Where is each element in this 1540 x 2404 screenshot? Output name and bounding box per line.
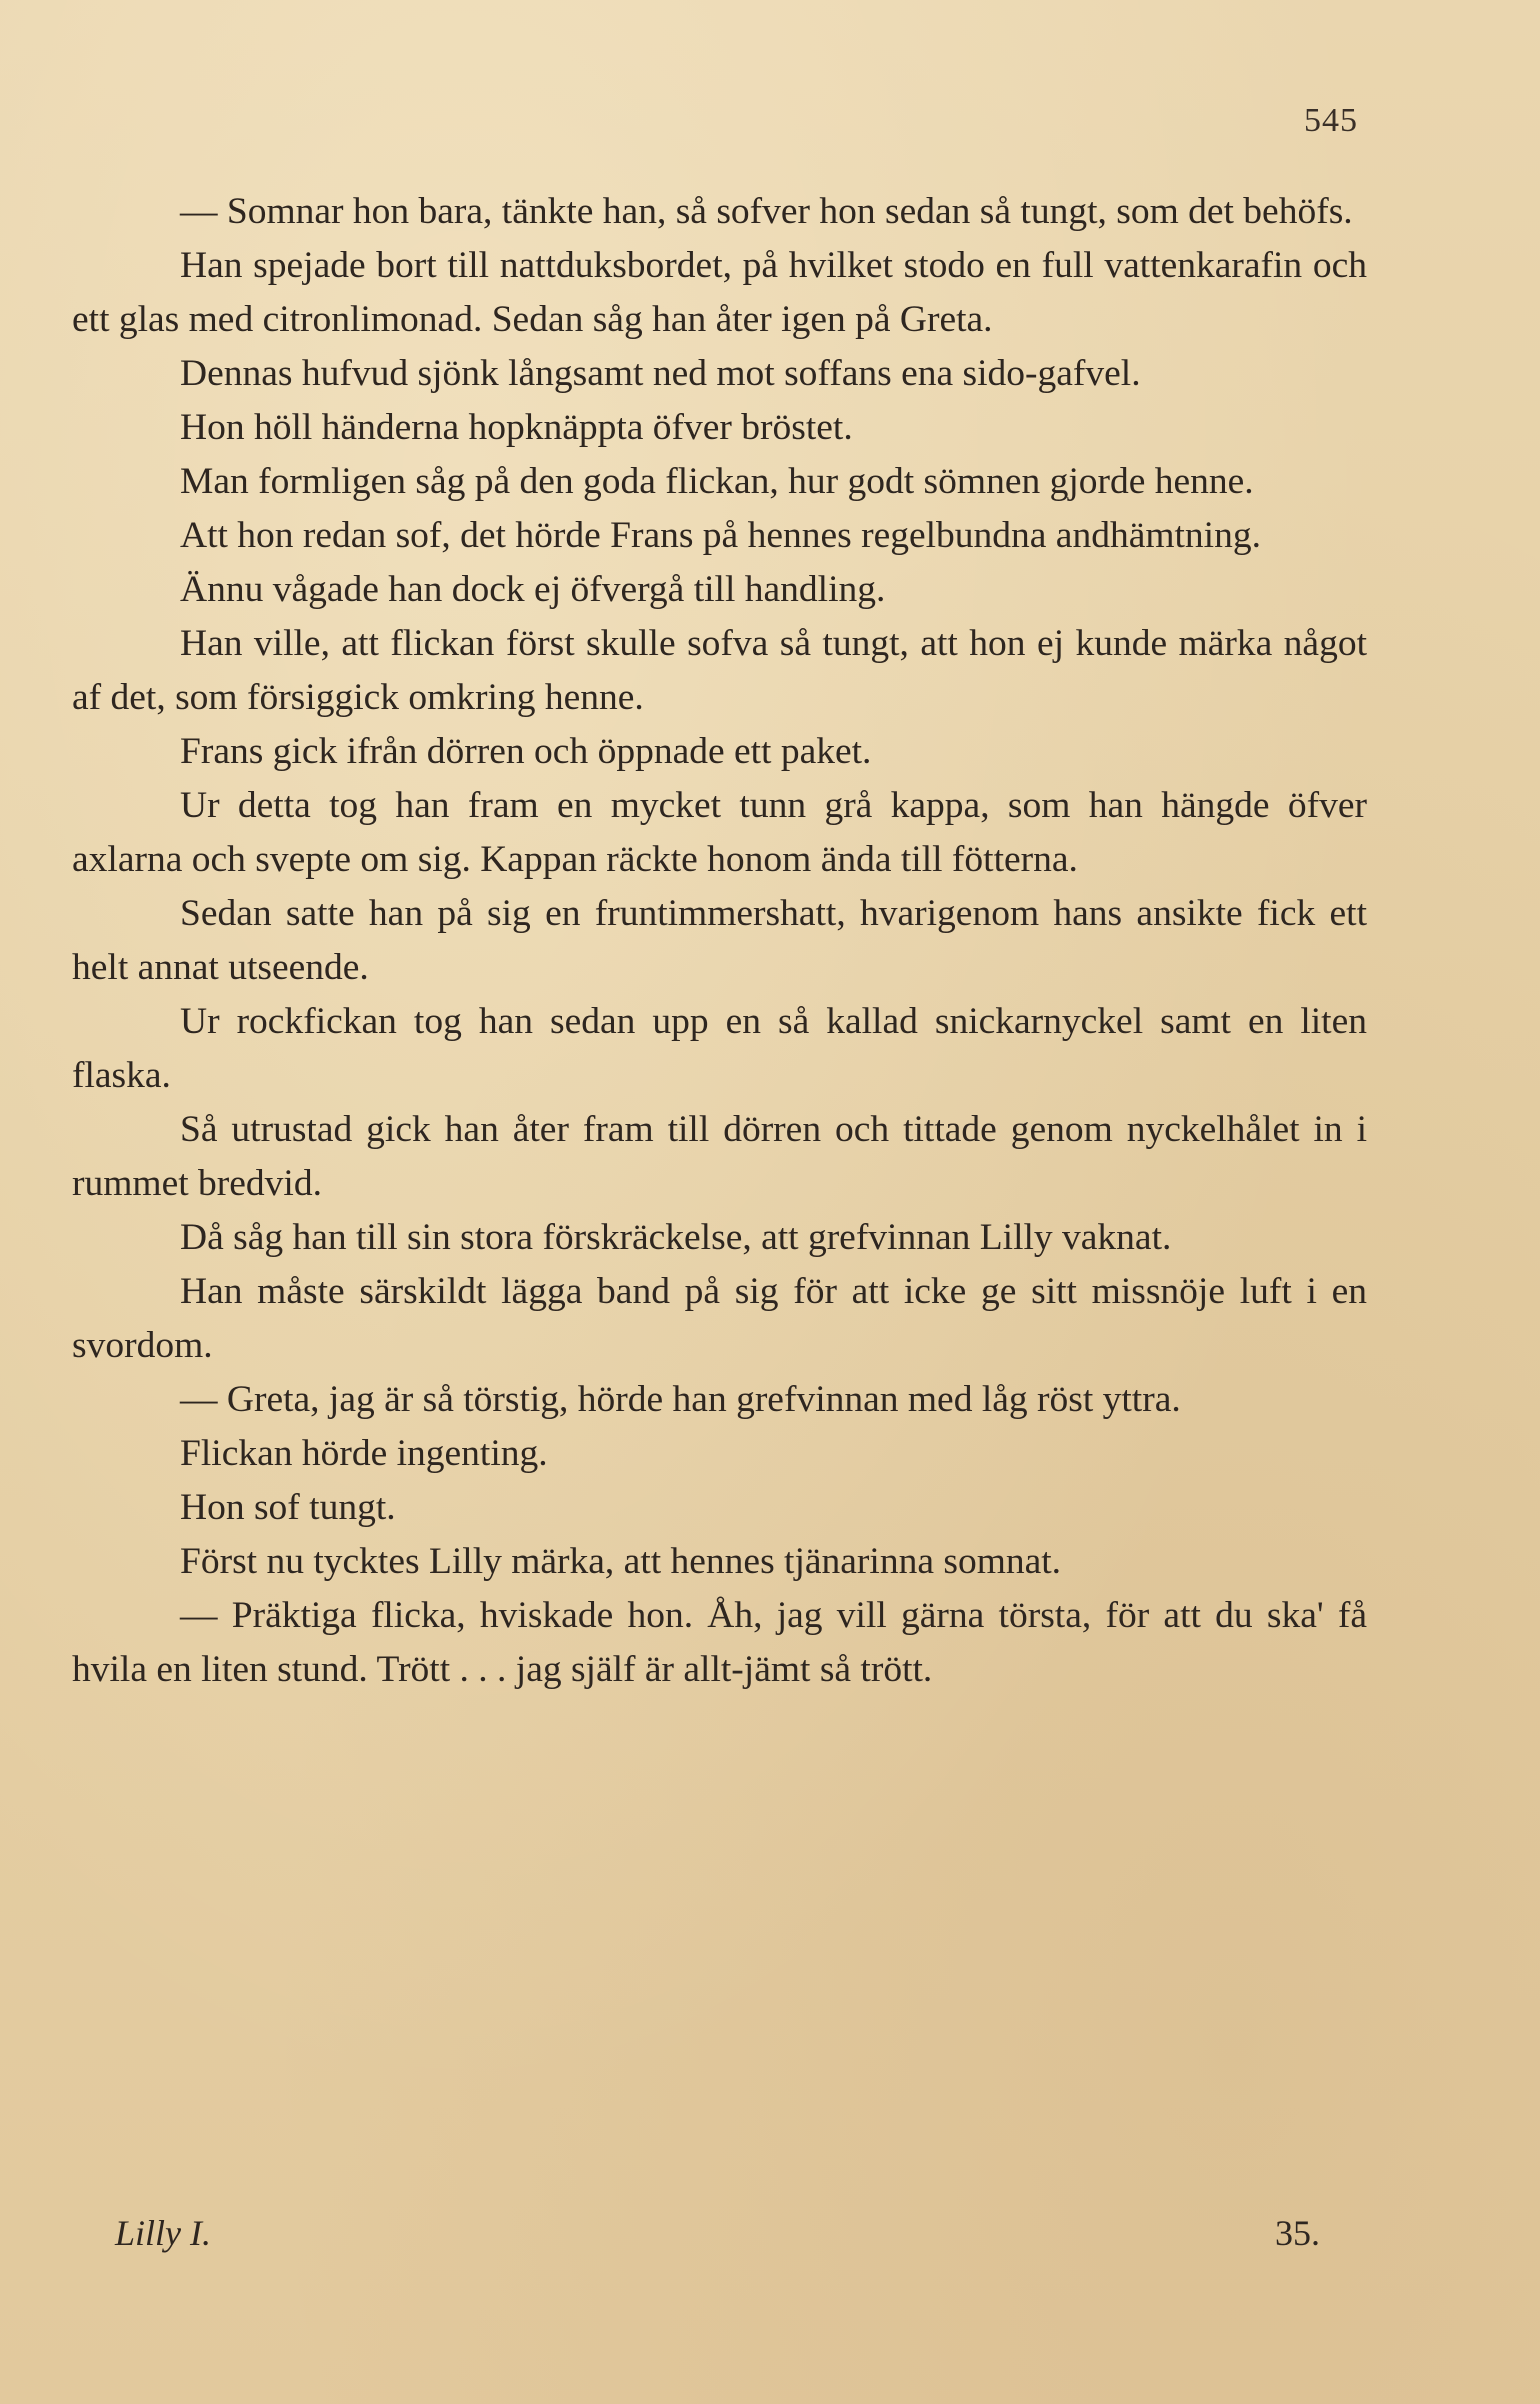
body-text: [72, 185, 1367, 1697]
page-number: 545: [1304, 102, 1358, 139]
paragraph: Ur detta tog han fram en mycket tunn grå kappa, som han hängde öfver axlarna och svepte om sig. Kappan räckte honom ända till fötterna.: [72, 785, 1367, 880]
paragraph: Han spejade bort till nattduksbordet, på hvilket stodo en full vattenkarafin och ett glas med citronlimonad. Sedan såg han åter igen på Greta.: [72, 245, 1367, 340]
paragraph: — Präktiga flicka, hviskade hon. Åh, jag vill gärna törsta, för att du ska' få hvila en liten stund. Trött . . . jag själf är allt-jämt så trött.: [72, 1595, 1367, 1690]
paragraph: Sedan satte han på sig en fruntimmershatt, hvarigenom hans ansikte fick ett helt annat utseende.: [72, 893, 1367, 988]
paragraph: Hon höll händerna hopknäppta öfver bröstet.: [180, 407, 853, 448]
paragraph: Ännu vågade han dock ej öfvergå till handling.: [180, 569, 886, 610]
sheet-number: 35.: [1275, 2213, 1320, 2253]
paragraph: Ur rockfickan tog han sedan upp en så kallad snickarnyckel samt en liten flaska.: [72, 1001, 1367, 1096]
paragraph: Dennas hufvud sjönk långsamt ned mot soffans ena sido-gafvel.: [180, 353, 1141, 394]
book-signature: Lilly I.: [115, 2213, 211, 2253]
paragraph: Man formligen såg på den goda flickan, hur godt sömnen gjorde henne.: [180, 461, 1254, 502]
paragraph: Så utrustad gick han åter fram till dörren och tittade genom nyckelhålet in i rummet bredvid.: [72, 1109, 1367, 1204]
paragraph: Att hon redan sof, det hörde Frans på hennes regelbundna andhämtning.: [180, 515, 1261, 556]
paragraph: Han måste särskildt lägga band på sig för att icke ge sitt missnöje luft i en svordom.: [72, 1271, 1367, 1366]
paragraph: — Greta, jag är så törstig, hörde han grefvinnan med låg röst yttra.: [180, 1379, 1181, 1420]
page-footer: [115, 2212, 1320, 2272]
paragraph: Han ville, att flickan först skulle sofva så tungt, att hon ej kunde märka något af det, som försiggick omkring henne.: [72, 623, 1367, 718]
paragraph: Först nu tycktes Lilly märka, att hennes tjänarinna somnat.: [180, 1541, 1062, 1582]
paragraph: Hon sof tungt.: [180, 1487, 396, 1528]
paragraph: Flickan hörde ingenting.: [180, 1433, 548, 1474]
paragraph: — Somnar hon bara, tänkte han, så sofver hon sedan så tungt, som det behöfs.: [180, 191, 1353, 232]
paragraph: Frans gick ifrån dörren och öppnade ett paket.: [180, 731, 872, 772]
paragraph: Då såg han till sin stora förskräckelse, att grefvinnan Lilly vaknat.: [180, 1217, 1172, 1258]
